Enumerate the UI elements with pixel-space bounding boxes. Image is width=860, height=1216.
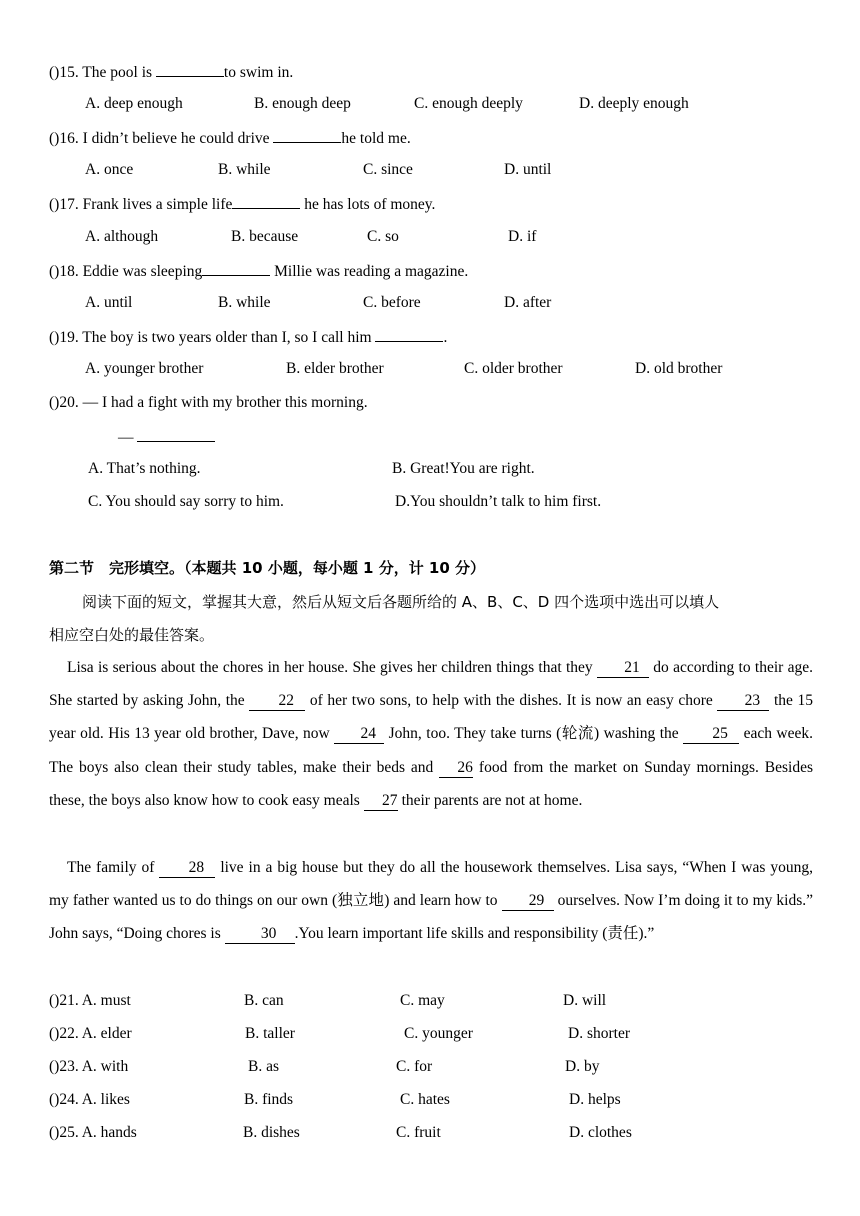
blank-21: 21 <box>597 659 649 678</box>
option-a[interactable]: )21. A. must <box>54 992 131 1009</box>
answer-paren[interactable]: ( <box>49 394 55 411</box>
option-b[interactable]: B. while <box>218 161 271 178</box>
option-d[interactable]: D. if <box>508 228 537 245</box>
answer-blank <box>137 426 215 442</box>
option-a[interactable]: A. although <box>85 228 159 245</box>
option-d[interactable]: D. after <box>504 294 552 311</box>
option-d[interactable]: D. clothes <box>569 1124 632 1141</box>
reply-dash: — <box>118 429 134 446</box>
blank-23: 23 <box>717 692 769 711</box>
option-b[interactable]: B. because <box>231 228 299 245</box>
question-tail: he told me. <box>341 130 411 147</box>
passage-text: live in a big house but they do all the housework themselves. Lisa says, “When I was young, my father wanted us to do things on our own (独立地) and learn how to <box>49 859 813 910</box>
answer-paren[interactable]: ( <box>49 130 55 147</box>
option-b[interactable]: B. can <box>244 992 284 1009</box>
blank-30: 30 <box>225 925 295 944</box>
blank-27: 27 <box>364 792 398 811</box>
option-c[interactable]: C. so <box>367 228 399 245</box>
question-stem: )18. Eddie was sleeping <box>54 263 203 280</box>
option-c[interactable]: C. before <box>363 294 421 311</box>
option-c[interactable]: C. enough deeply <box>414 95 523 112</box>
question-stem: )20. — I had a fight with my brother this morning. <box>54 394 368 411</box>
passage-text: of her two sons, to help with the dishes. It is now an easy chore <box>305 692 718 710</box>
question-24 <box>49 1090 130 1110</box>
question-stem: )17. Frank lives a simple life <box>54 196 233 213</box>
option-c[interactable]: C. for <box>396 1058 433 1075</box>
question-tail: . <box>443 329 448 346</box>
option-a[interactable]: )24. A. likes <box>54 1091 130 1108</box>
passage-text: food from the market on Sunday mornings. Besides these, the boys also know how to cook easy meals <box>49 758 813 809</box>
answer-blank <box>202 260 270 276</box>
option-a[interactable]: A. until <box>85 294 133 311</box>
option-a[interactable]: A. That’s nothing. <box>88 460 201 477</box>
option-c[interactable]: C. older brother <box>464 360 563 377</box>
blank-22: 22 <box>249 692 305 711</box>
question-25 <box>49 1123 137 1143</box>
section-instruction: 阅读下面的短文，掌握其大意，然后从短文后各题所给的 A、B、C、D 四个选项中选出可以填人 <box>82 593 720 611</box>
answer-blank <box>232 193 300 209</box>
question-stem: )19. The boy is two years older than I, so I call him <box>54 329 376 346</box>
blank-25: 25 <box>683 725 739 744</box>
answer-paren[interactable]: ( <box>49 329 55 346</box>
passage-paragraph-2 <box>49 851 813 951</box>
option-b[interactable]: B. Great!You are right. <box>392 460 535 477</box>
option-b[interactable]: B. dishes <box>243 1124 300 1141</box>
answer-paren[interactable]: ( <box>49 1091 55 1108</box>
passage-text: the 15 year old. His 13 year old brother, Dave, now <box>49 692 813 743</box>
passage-text: .You learn important life skills and responsibility (责任).” <box>294 925 655 943</box>
blank-24: 24 <box>334 725 384 744</box>
option-d[interactable]: D. by <box>565 1058 600 1075</box>
passage-text: each week. The boys also clean their study tables, make their beds and <box>49 725 813 776</box>
passage-paragraph-1 <box>49 651 813 817</box>
question-19 <box>49 326 447 348</box>
option-d[interactable]: D. deeply enough <box>579 95 689 112</box>
question-15 <box>49 61 293 83</box>
answer-paren[interactable]: ( <box>49 1058 55 1075</box>
option-a[interactable]: A. younger brother <box>85 360 204 377</box>
option-c[interactable]: C. hates <box>400 1091 450 1108</box>
answer-paren[interactable]: ( <box>49 1124 55 1141</box>
question-stem: )16. I didn’t believe he could drive <box>54 130 274 147</box>
question-21 <box>49 991 131 1011</box>
option-a[interactable]: )23. A. with <box>54 1058 129 1075</box>
answer-paren[interactable]: ( <box>49 196 55 213</box>
option-d[interactable]: D.You shouldn’t talk to him first. <box>395 493 602 510</box>
section-heading: 第二节 完形填空。（本题共 10 小题，每小题 1 分，计 10 分） <box>49 559 486 577</box>
option-d[interactable]: D. old brother <box>635 360 723 377</box>
question-20 <box>49 393 368 413</box>
option-c[interactable]: C. younger <box>404 1025 473 1042</box>
option-b[interactable]: B. finds <box>244 1091 294 1108</box>
section-instruction-cont: 相应空白处的最佳答案。 <box>49 626 215 644</box>
answer-paren[interactable]: ( <box>49 64 55 81</box>
option-c[interactable]: C. may <box>400 992 445 1009</box>
question-tail: he has lots of money. <box>300 196 436 213</box>
passage-text: do according to their age. She started by asking John, the <box>49 659 814 710</box>
option-a[interactable]: A. deep enough <box>85 95 183 112</box>
blank-26: 26 <box>439 759 473 778</box>
answer-paren[interactable]: ( <box>49 263 55 280</box>
question-tail: to swim in. <box>223 64 294 81</box>
option-b[interactable]: B. enough deep <box>254 95 351 112</box>
question-18 <box>49 260 468 282</box>
question-tail: Millie was reading a magazine. <box>270 263 469 280</box>
answer-paren[interactable]: ( <box>49 1025 55 1042</box>
option-b[interactable]: B. as <box>248 1058 279 1075</box>
passage-text: Lisa is serious about the chores in her house. She gives her children things that they <box>67 659 597 676</box>
question-16 <box>49 127 411 149</box>
question-stem: )15. The pool is <box>54 64 156 81</box>
passage-text: John, too. They take turns (轮流) washing the <box>384 725 684 743</box>
option-b[interactable]: B. while <box>218 294 271 311</box>
option-c[interactable]: C. since <box>363 161 413 178</box>
answer-blank <box>156 61 224 77</box>
option-d[interactable]: D. helps <box>569 1091 621 1108</box>
option-a[interactable]: )25. A. hands <box>54 1124 137 1141</box>
option-b[interactable]: B. taller <box>245 1025 295 1042</box>
passage-text: their parents are not at home. <box>397 791 583 809</box>
answer-blank <box>273 127 341 143</box>
option-b[interactable]: B. elder brother <box>286 360 384 377</box>
question-23 <box>49 1057 128 1077</box>
option-a[interactable]: A. once <box>85 161 134 178</box>
option-c[interactable]: C. You should say sorry to him. <box>88 493 284 510</box>
blank-28: 28 <box>159 859 215 878</box>
option-d[interactable]: D. will <box>563 992 607 1009</box>
question-17 <box>49 193 435 215</box>
dialogue-reply <box>118 426 215 448</box>
option-c[interactable]: C. fruit <box>396 1124 441 1141</box>
option-d[interactable]: D. shorter <box>568 1025 630 1042</box>
answer-paren[interactable]: ( <box>49 992 55 1009</box>
passage-text: The family of <box>67 859 160 876</box>
question-22 <box>49 1024 132 1044</box>
option-a[interactable]: )22. A. elder <box>54 1025 132 1042</box>
passage-text: ourselves. Now I’m doing it to my kids.” John says, “Doing chores is <box>49 892 813 943</box>
answer-blank <box>375 326 443 342</box>
blank-29: 29 <box>502 892 554 911</box>
option-d[interactable]: D. until <box>504 161 552 178</box>
